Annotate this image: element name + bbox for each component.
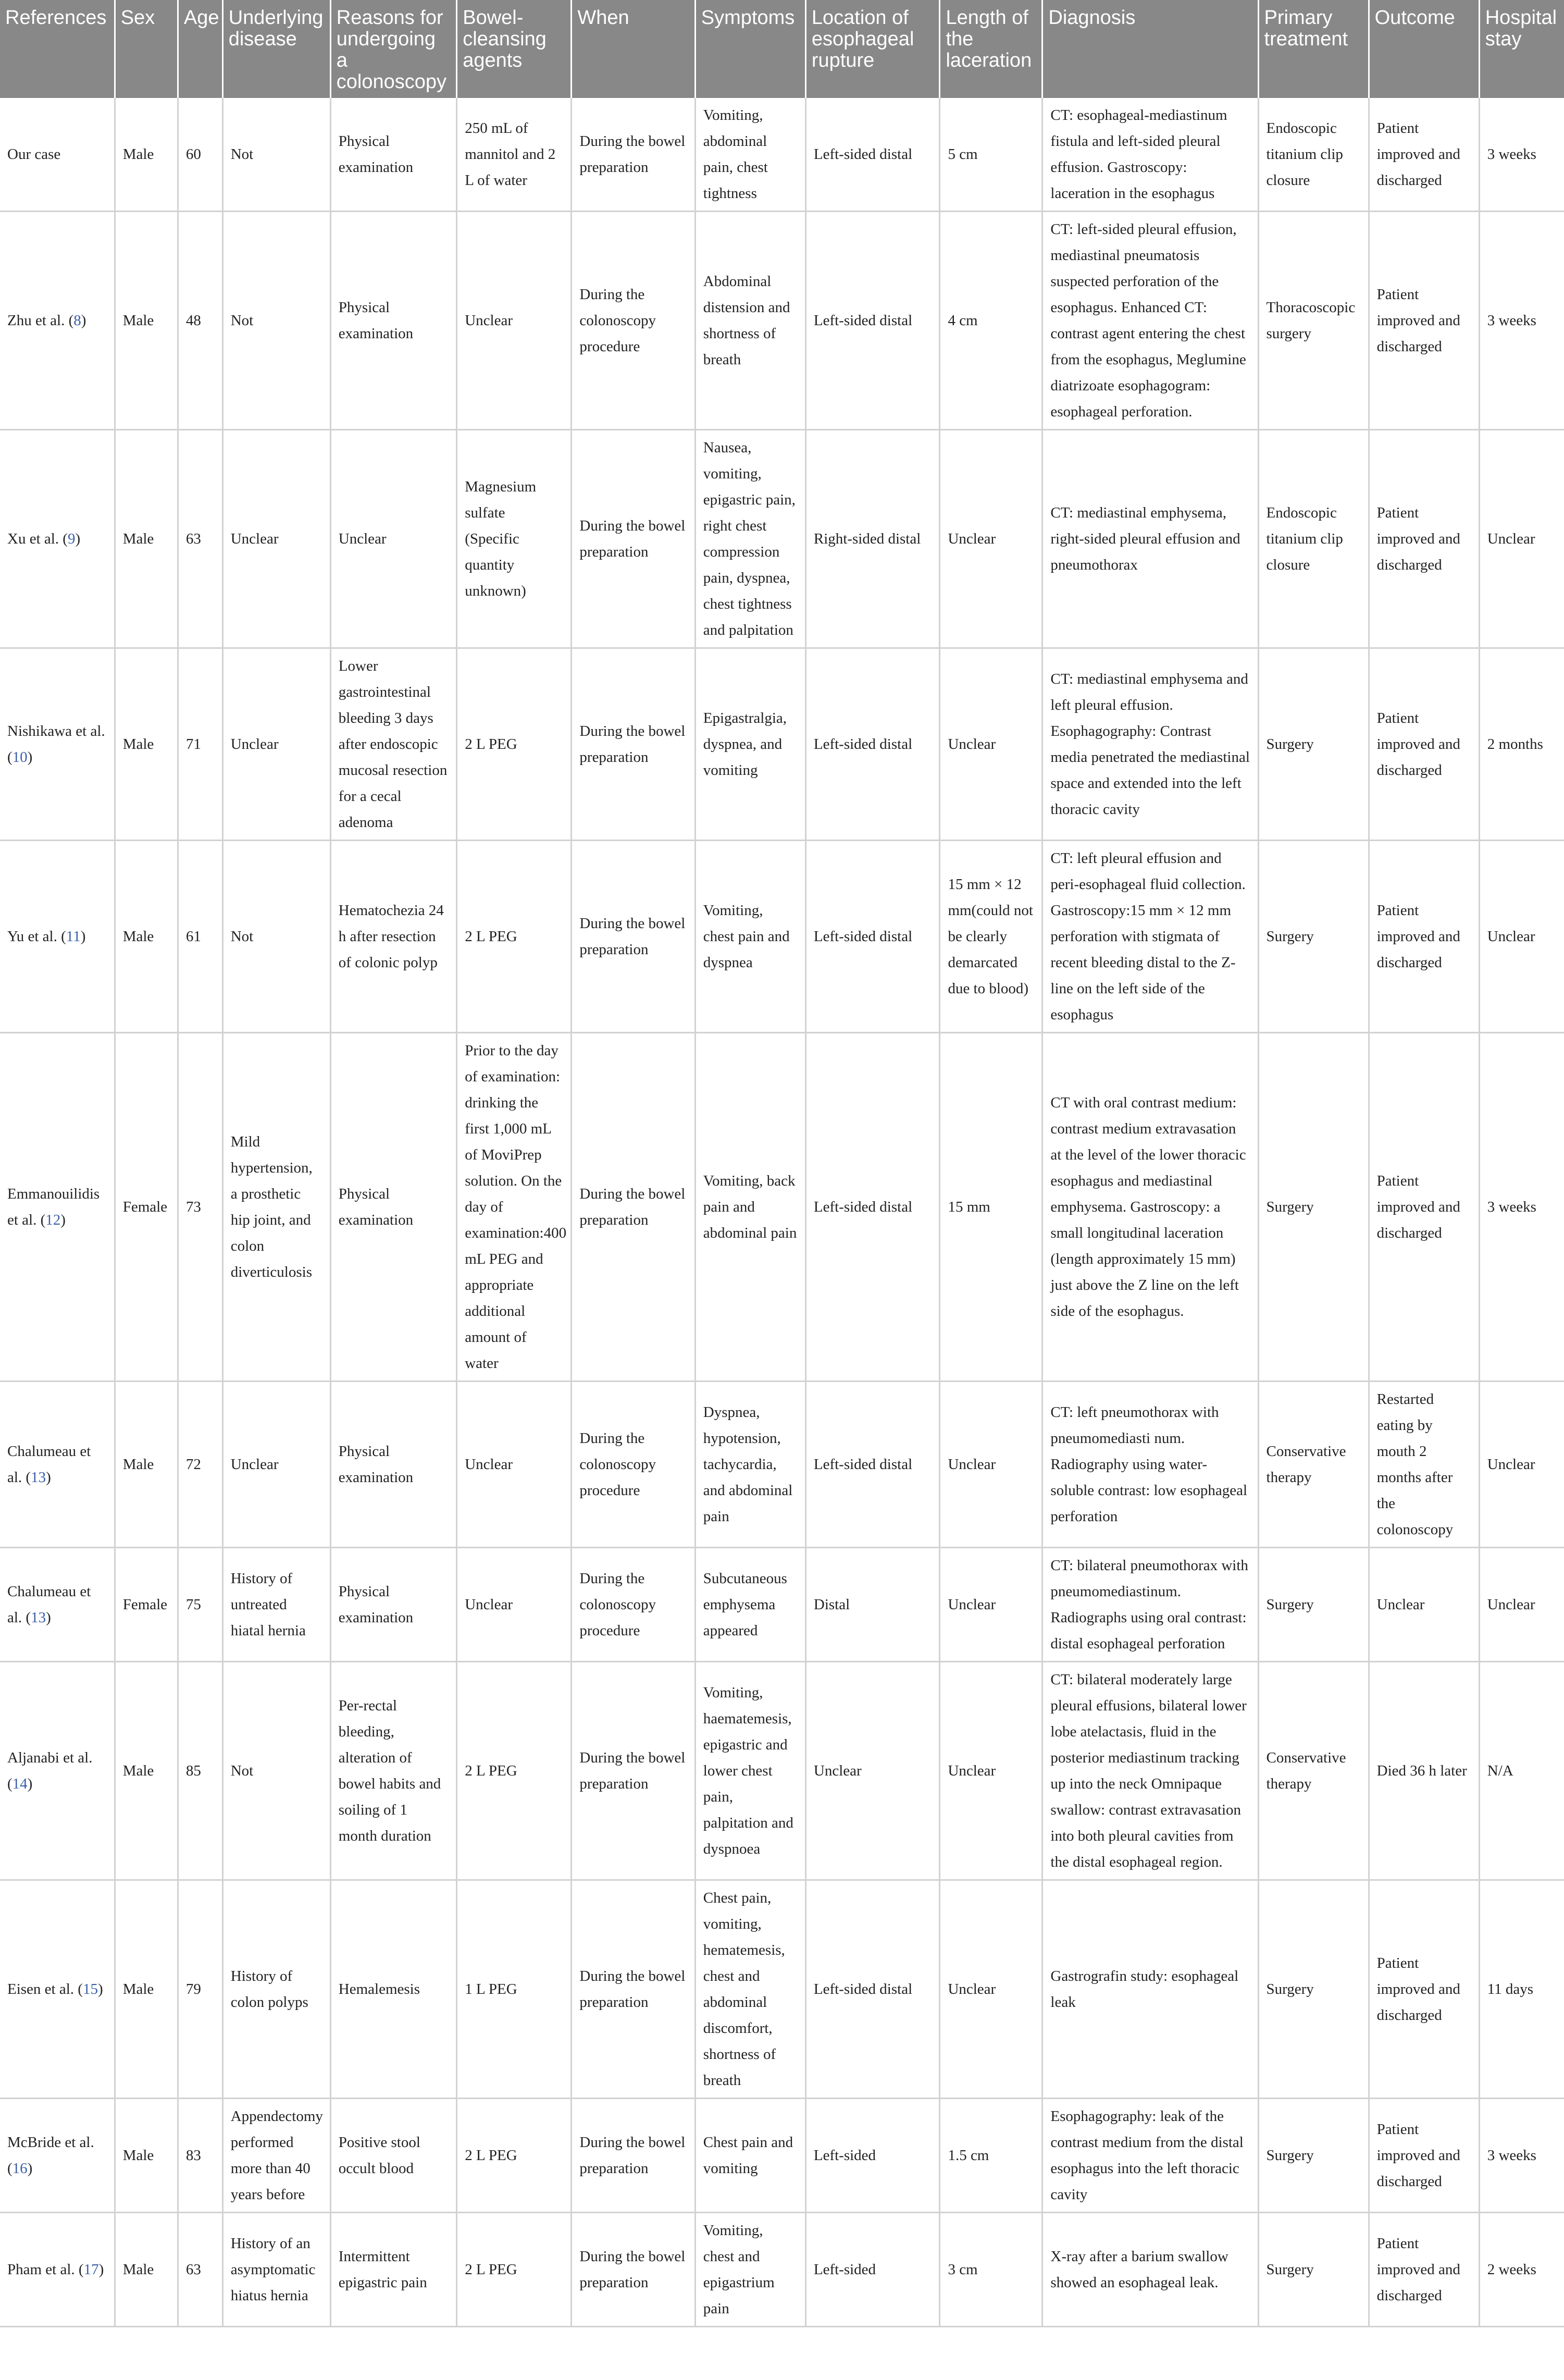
- cell-age: 73: [178, 1033, 222, 1382]
- cell-reason: Physical examination: [330, 98, 456, 212]
- cell-age: 75: [178, 1548, 222, 1662]
- cell-hospital-stay: 2 weeks: [1479, 2213, 1564, 2327]
- reference-link[interactable]: 9: [67, 531, 76, 547]
- cell-when: During the bowel preparation: [572, 1880, 695, 2099]
- table-row: [0, 1033, 1564, 1382]
- cell-sex: Male: [115, 212, 178, 430]
- cell-underlying-disease: History of untreated hiatal hernia: [222, 1548, 330, 1662]
- cell-reason: Physical examination: [330, 1033, 456, 1382]
- cell-length: Unclear: [940, 1880, 1042, 2099]
- table-row: [0, 841, 1564, 1033]
- cell-when: During the bowel preparation: [572, 841, 695, 1033]
- cell-bowel-cleansing-agents: Unclear: [457, 1548, 572, 1662]
- reference-author: Pham et al. (: [7, 2261, 84, 2278]
- cell-length: Unclear: [940, 1548, 1042, 1662]
- cell-bowel-cleansing-agents: Magnesium sulfate (Specific quantity unknown): [457, 430, 572, 648]
- cell-diagnosis: CT: bilateral pneumothorax with pneumomediastinum. Radiographs using oral contrast: distal esophageal perforation: [1042, 1548, 1258, 1662]
- cell-primary-treatment: Surgery: [1258, 1548, 1369, 1662]
- table-row: [0, 1548, 1564, 1662]
- cell-hospital-stay: Unclear: [1479, 1382, 1564, 1548]
- column-header-location: Location of esophageal rupture: [805, 0, 940, 98]
- cell-sex: Male: [115, 648, 178, 841]
- cell-symptoms: Nausea, vomiting, epigastric pain, right chest compression pain, dyspnea, chest tightness and palpitation: [695, 430, 805, 648]
- cell-sex: Male: [115, 1662, 178, 1880]
- cell-primary-treatment: Surgery: [1258, 648, 1369, 841]
- cell-diagnosis: CT: left pleural effusion and peri-esophageal fluid collection. Gastroscopy:15 mm × 12 mm perforation with stigmata of recent bleeding distal to the Z-line on the left side of the esophagus: [1042, 841, 1258, 1033]
- table-row: [0, 1382, 1564, 1548]
- column-header-symptoms: Symptoms: [695, 0, 805, 98]
- cell-length: Unclear: [940, 430, 1042, 648]
- cell-when: During the bowel preparation: [572, 1033, 695, 1382]
- cell-symptoms: Vomiting, chest pain and dyspnea: [695, 841, 805, 1033]
- column-header-reasons: Reasons for undergoing a colonoscopy: [330, 0, 456, 98]
- cell-underlying-disease: Mild hypertension, a prosthetic hip joint, and colon diverticulosis: [222, 1033, 330, 1382]
- cell-outcome: Patient improved and discharged: [1369, 1033, 1479, 1382]
- cell-age: 63: [178, 2213, 222, 2327]
- cell-location: Left-sided: [805, 2099, 940, 2213]
- cell-primary-treatment: Endoscopic titanium clip closure: [1258, 430, 1369, 648]
- cell-diagnosis: CT: left pneumothorax with pneumomediasti num. Radiography using water-soluble contrast: low esophageal perforation: [1042, 1382, 1258, 1548]
- cell-reference: [0, 2099, 115, 2213]
- cell-hospital-stay: Unclear: [1479, 841, 1564, 1033]
- cell-length: 4 cm: [940, 212, 1042, 430]
- cell-diagnosis: CT: bilateral moderately large pleural effusions, bilateral lower lobe atelactasis, fluid in the posterior mediastinum tracking up into the neck Omnipaque swallow: contrast extravasation into both pleural cavities from the distal esophageal region.: [1042, 1662, 1258, 1880]
- reference-link[interactable]: 14: [12, 1775, 28, 1792]
- reference-author: Eisen et al. (: [7, 1981, 83, 1997]
- cell-age: 71: [178, 648, 222, 841]
- cell-sex: Male: [115, 430, 178, 648]
- cell-symptoms: Vomiting, abdominal pain, chest tightness: [695, 98, 805, 212]
- reference-close: ): [97, 1981, 103, 1997]
- cell-symptoms: Vomiting, chest and epigastrium pain: [695, 2213, 805, 2327]
- cell-bowel-cleansing-agents: 2 L PEG: [457, 2213, 572, 2327]
- cell-reference: [0, 1382, 115, 1548]
- cell-diagnosis: CT: left-sided pleural effusion, mediastinal pneumatosis suspected perforation of the esophagus. Enhanced CT: contrast agent entering the chest from the esophagus, Meglumine diatrizoate esophagogram: esophageal perforation.: [1042, 212, 1258, 430]
- cell-when: During the colonoscopy procedure: [572, 212, 695, 430]
- column-header-underlying-disease: Underlying disease: [222, 0, 330, 98]
- cell-location: Left-sided: [805, 2213, 940, 2327]
- cell-outcome: Died 36 h later: [1369, 1662, 1479, 1880]
- cell-when: During the bowel preparation: [572, 648, 695, 841]
- cell-reference: [0, 212, 115, 430]
- cell-age: 48: [178, 212, 222, 430]
- cell-primary-treatment: Surgery: [1258, 2213, 1369, 2327]
- cell-location: Unclear: [805, 1662, 940, 1880]
- reference-link[interactable]: 10: [12, 749, 28, 766]
- cell-when: During the bowel preparation: [572, 430, 695, 648]
- cell-length: 1.5 cm: [940, 2099, 1042, 2213]
- cell-sex: Female: [115, 1033, 178, 1382]
- cell-hospital-stay: Unclear: [1479, 430, 1564, 648]
- column-header-diagnosis: Diagnosis: [1042, 0, 1258, 98]
- cell-hospital-stay: 3 weeks: [1479, 2099, 1564, 2213]
- cell-location: Left-sided distal: [805, 648, 940, 841]
- column-header-outcome: Outcome: [1369, 0, 1479, 98]
- cell-reference: [0, 648, 115, 841]
- cell-age: 63: [178, 430, 222, 648]
- cell-underlying-disease: Unclear: [222, 648, 330, 841]
- cell-length: Unclear: [940, 1382, 1042, 1548]
- cell-outcome: Patient improved and discharged: [1369, 841, 1479, 1033]
- reference-close: ): [98, 2261, 104, 2278]
- cell-bowel-cleansing-agents: 2 L PEG: [457, 841, 572, 1033]
- cell-reference: [0, 2213, 115, 2327]
- cell-primary-treatment: Conservative therapy: [1258, 1382, 1369, 1548]
- cell-outcome: Patient improved and discharged: [1369, 430, 1479, 648]
- cell-symptoms: Dyspnea, hypotension, tachycardia, and abdominal pain: [695, 1382, 805, 1548]
- cell-length: Unclear: [940, 648, 1042, 841]
- cell-primary-treatment: Surgery: [1258, 841, 1369, 1033]
- cell-symptoms: Chest pain, vomiting, hematemesis, chest and abdominal discomfort, shortness of breath: [695, 1880, 805, 2099]
- reference-link[interactable]: 15: [82, 1981, 98, 1997]
- cell-location: Left-sided distal: [805, 841, 940, 1033]
- cell-reason: Physical examination: [330, 1382, 456, 1548]
- reference-link[interactable]: 8: [73, 312, 81, 329]
- cell-when: During the colonoscopy procedure: [572, 1382, 695, 1548]
- cell-outcome: Patient improved and discharged: [1369, 1880, 1479, 2099]
- cell-sex: Female: [115, 1548, 178, 1662]
- cell-primary-treatment: Thoracoscopic surgery: [1258, 212, 1369, 430]
- reference-link[interactable]: 11: [66, 928, 81, 945]
- cell-length: 15 mm × 12 mm(could not be clearly demarcated due to blood): [940, 841, 1042, 1033]
- cell-sex: Male: [115, 1382, 178, 1548]
- cell-symptoms: Vomiting, haematemesis, epigastric and lower chest pain, palpitation and dyspnoea: [695, 1662, 805, 1880]
- cell-reason: Physical examination: [330, 212, 456, 430]
- table-header: [0, 0, 1564, 98]
- cell-sex: Male: [115, 98, 178, 212]
- cell-bowel-cleansing-agents: 1 L PEG: [457, 1880, 572, 2099]
- cell-length: Unclear: [940, 1662, 1042, 1880]
- column-header-primary-treatment: Primary treatment: [1258, 0, 1369, 98]
- cell-reference: [0, 1880, 115, 2099]
- cell-primary-treatment: Endoscopic titanium clip closure: [1258, 98, 1369, 212]
- cell-primary-treatment: Surgery: [1258, 2099, 1369, 2213]
- cell-length: 15 mm: [940, 1033, 1042, 1382]
- cell-bowel-cleansing-agents: 250 mL of mannitol and 2 L of water: [457, 98, 572, 212]
- cell-reason: Intermittent epigastric pain: [330, 2213, 456, 2327]
- cell-hospital-stay: 3 weeks: [1479, 1033, 1564, 1382]
- cell-length: 3 cm: [940, 2213, 1042, 2327]
- cell-primary-treatment: Surgery: [1258, 1880, 1369, 2099]
- table-row: [0, 1880, 1564, 2099]
- column-header-age: Age: [178, 0, 222, 98]
- reference-author: Zhu et al. (: [7, 312, 74, 329]
- cell-age: 72: [178, 1382, 222, 1548]
- reference-author: Chalumeau et al. (: [7, 1443, 91, 1486]
- cell-reason: Physical examination: [330, 1548, 456, 1662]
- reference-author: Emmanouilidis et al. (: [7, 1186, 100, 1228]
- cell-outcome: Patient improved and discharged: [1369, 98, 1479, 212]
- cell-age: 79: [178, 1880, 222, 2099]
- cell-diagnosis: Esophagography: leak of the contrast medium from the distal esophagus into the left thoracic cavity: [1042, 2099, 1258, 2213]
- cell-reason: Lower gastrointestinal bleeding 3 days after endoscopic mucosal resection for a cecal adenoma: [330, 648, 456, 841]
- cell-location: Distal: [805, 1548, 940, 1662]
- cell-outcome: Patient improved and discharged: [1369, 2099, 1479, 2213]
- cell-bowel-cleansing-agents: Prior to the day of examination: drinking the first 1,000 mL of MoviPrep solution. On the day of examination:400 mL PEG and appropriate additional amount of water: [457, 1033, 572, 1382]
- cell-when: During the bowel preparation: [572, 1662, 695, 1880]
- cell-symptoms: Vomiting, back pain and abdominal pain: [695, 1033, 805, 1382]
- cell-age: 83: [178, 2099, 222, 2213]
- cell-symptoms: Epigastralgia, dyspnea, and vomiting: [695, 648, 805, 841]
- column-header-length: Length of the laceration: [940, 0, 1042, 98]
- table-row: [0, 1662, 1564, 1880]
- reference-close: ): [27, 2160, 33, 2177]
- cell-when: During the bowel preparation: [572, 2213, 695, 2327]
- reference-link[interactable]: 17: [83, 2261, 99, 2278]
- cell-primary-treatment: Surgery: [1258, 1033, 1369, 1382]
- reference-author: Nishikawa et al. (: [7, 723, 105, 766]
- cell-diagnosis: CT: mediastinal emphysema and left pleural effusion. Esophagography: Contrast media penetrated the mediastinal space and extended into the left thoracic cavity: [1042, 648, 1258, 841]
- reference-link[interactable]: 16: [12, 2160, 28, 2177]
- cell-sex: Male: [115, 841, 178, 1033]
- cell-reference: [0, 841, 115, 1033]
- cell-reason: Unclear: [330, 430, 456, 648]
- cell-symptoms: Abdominal distension and shortness of breath: [695, 212, 805, 430]
- cell-when: During the bowel preparation: [572, 98, 695, 212]
- reference-link[interactable]: 13: [31, 1609, 46, 1626]
- reference-close: ): [46, 1469, 51, 1486]
- cell-reference: [0, 98, 115, 212]
- cell-when: During the bowel preparation: [572, 2099, 695, 2213]
- cell-underlying-disease: History of colon polyps: [222, 1880, 330, 2099]
- cell-location: Left-sided distal: [805, 1880, 940, 2099]
- table-row: [0, 2213, 1564, 2327]
- cell-underlying-disease: Not: [222, 98, 330, 212]
- cell-primary-treatment: Conservative therapy: [1258, 1662, 1369, 1880]
- reference-close: ): [27, 749, 33, 766]
- column-header-bowel-cleansing-agents: Bowel-cleansing agents: [457, 0, 572, 98]
- cell-sex: Male: [115, 2213, 178, 2327]
- cell-hospital-stay: Unclear: [1479, 1548, 1564, 1662]
- reference-author: Xu et al. (: [7, 531, 68, 547]
- cell-location: Left-sided distal: [805, 1033, 940, 1382]
- reference-close: ): [27, 1775, 33, 1792]
- cell-underlying-disease: History of an asymptomatic hiatus hernia: [222, 2213, 330, 2327]
- reference-author: Our case: [7, 146, 61, 163]
- cell-underlying-disease: Not: [222, 1662, 330, 1880]
- cell-hospital-stay: 2 months: [1479, 648, 1564, 841]
- cell-bowel-cleansing-agents: 2 L PEG: [457, 2099, 572, 2213]
- reference-author: Chalumeau et al. (: [7, 1583, 91, 1626]
- cell-hospital-stay: 3 weeks: [1479, 212, 1564, 430]
- cell-length: 5 cm: [940, 98, 1042, 212]
- cell-age: 85: [178, 1662, 222, 1880]
- cell-reason: Hemalemesis: [330, 1880, 456, 2099]
- reference-author: Yu et al. (: [7, 928, 66, 945]
- cell-diagnosis: X-ray after a barium swallow showed an esophageal leak.: [1042, 2213, 1258, 2327]
- cell-diagnosis: CT with oral contrast medium: contrast medium extravasation at the level of the lower thoracic esophagus and mediastinal emphysema. Gastroscopy: a small longitudinal laceration (length approximately 15 mm) just above the Z line on the left side of the esophagus.: [1042, 1033, 1258, 1382]
- cell-underlying-disease: Not: [222, 212, 330, 430]
- reference-author: McBride et al. (: [7, 2134, 94, 2177]
- cell-diagnosis: CT: mediastinal emphysema, right-sided pleural effusion and pneumothorax: [1042, 430, 1258, 648]
- cell-underlying-disease: Appendectomy performed more than 40 years before: [222, 2099, 330, 2213]
- header-row: [0, 0, 1564, 98]
- column-header-when: When: [572, 0, 695, 98]
- cell-hospital-stay: 11 days: [1479, 1880, 1564, 2099]
- cell-outcome: Unclear: [1369, 1548, 1479, 1662]
- cell-bowel-cleansing-agents: 2 L PEG: [457, 1662, 572, 1880]
- cell-sex: Male: [115, 2099, 178, 2213]
- column-header-sex: Sex: [115, 0, 178, 98]
- cell-location: Left-sided distal: [805, 98, 940, 212]
- cell-reference: [0, 1548, 115, 1662]
- cell-reference: [0, 1033, 115, 1382]
- cell-diagnosis: CT: esophageal-mediastinum fistula and left-sided pleural effusion. Gastroscopy: laceration in the esophagus: [1042, 98, 1258, 212]
- cell-symptoms: Subcutaneous emphysema appeared: [695, 1548, 805, 1662]
- cell-reason: Per-rectal bleeding, alteration of bowel habits and soiling of 1 month duration: [330, 1662, 456, 1880]
- column-header-hospital-stay: Hospital stay: [1479, 0, 1564, 98]
- cell-location: Left-sided distal: [805, 212, 940, 430]
- table-body: [0, 98, 1564, 2327]
- table-row: [0, 212, 1564, 430]
- cell-outcome: Restarted eating by mouth 2 months after the colonoscopy: [1369, 1382, 1479, 1548]
- cell-age: 61: [178, 841, 222, 1033]
- reference-close: ): [60, 1212, 66, 1228]
- cell-outcome: Patient improved and discharged: [1369, 212, 1479, 430]
- cell-outcome: Patient improved and discharged: [1369, 2213, 1479, 2327]
- cell-sex: Male: [115, 1880, 178, 2099]
- cell-bowel-cleansing-agents: Unclear: [457, 1382, 572, 1548]
- table-row: [0, 98, 1564, 212]
- cell-diagnosis: Gastrografin study: esophageal leak: [1042, 1880, 1258, 2099]
- cell-age: 60: [178, 98, 222, 212]
- cell-hospital-stay: N/A: [1479, 1662, 1564, 1880]
- column-header-references: References: [0, 0, 115, 98]
- cell-reference: [0, 430, 115, 648]
- cell-location: Left-sided distal: [805, 1382, 940, 1548]
- table-row: [0, 2099, 1564, 2213]
- cell-reason: Positive stool occult blood: [330, 2099, 456, 2213]
- cell-symptoms: Chest pain and vomiting: [695, 2099, 805, 2213]
- cell-outcome: Patient improved and discharged: [1369, 648, 1479, 841]
- reference-close: ): [75, 531, 81, 547]
- cell-underlying-disease: Unclear: [222, 1382, 330, 1548]
- cell-bowel-cleansing-agents: Unclear: [457, 212, 572, 430]
- cell-underlying-disease: Not: [222, 841, 330, 1033]
- cell-hospital-stay: 3 weeks: [1479, 98, 1564, 212]
- cell-reason: Hematochezia 24 h after resection of colonic polyp: [330, 841, 456, 1033]
- reference-close: ): [80, 928, 86, 945]
- table-row: [0, 430, 1564, 648]
- cell-reference: [0, 1662, 115, 1880]
- reference-link[interactable]: 13: [31, 1469, 46, 1486]
- reference-link[interactable]: 12: [45, 1212, 61, 1228]
- cell-location: Right-sided distal: [805, 430, 940, 648]
- cell-when: During the colonoscopy procedure: [572, 1548, 695, 1662]
- cell-bowel-cleansing-agents: 2 L PEG: [457, 648, 572, 841]
- reference-close: ): [46, 1609, 51, 1626]
- reference-close: ): [81, 312, 86, 329]
- reference-author: Aljanabi et al. (: [7, 1749, 93, 1792]
- cell-underlying-disease: Unclear: [222, 430, 330, 648]
- table-row: [0, 648, 1564, 841]
